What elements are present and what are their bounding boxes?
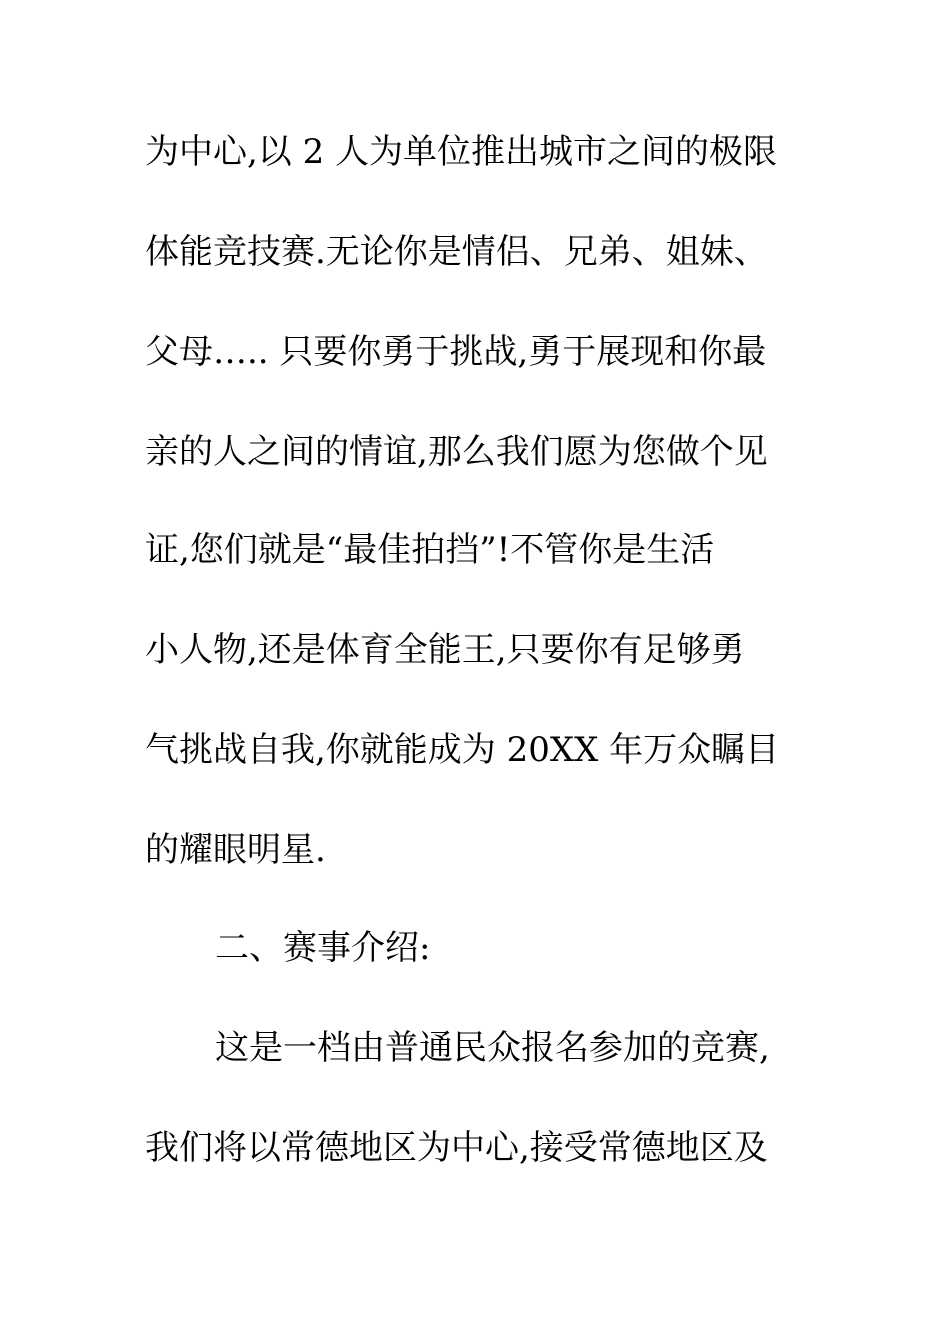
paragraph-line: 父母….. 只要你勇于挑战,勇于展现和你最: [145, 332, 767, 372]
paragraph-line: 我们将以常德地区为中心,接受常德地区及: [145, 1128, 768, 1168]
section-heading: 二、赛事介绍:: [215, 928, 431, 968]
paragraph-line: 这是一档由普通民众报名参加的竞赛,: [215, 1028, 770, 1068]
paragraph-line: 体能竞技赛.无论你是情侣、兄弟、姐妹、: [145, 232, 768, 272]
paragraph-line: 小人物,还是体育全能王,只要你有足够勇: [145, 630, 745, 670]
paragraph-line: 为中心,以 2 人为单位推出城市之间的极限: [145, 132, 778, 172]
paragraph-line: 的耀眼明星.: [145, 830, 326, 870]
paragraph-line: 亲的人之间的情谊,那么我们愿为您做个见: [145, 432, 768, 472]
paragraph-line: 气挑战自我,你就能成为 20XX 年万众瞩目: [145, 730, 780, 770]
paragraph-line: 证,您们就是“最佳拍挡”!不管你是生活: [145, 530, 715, 570]
